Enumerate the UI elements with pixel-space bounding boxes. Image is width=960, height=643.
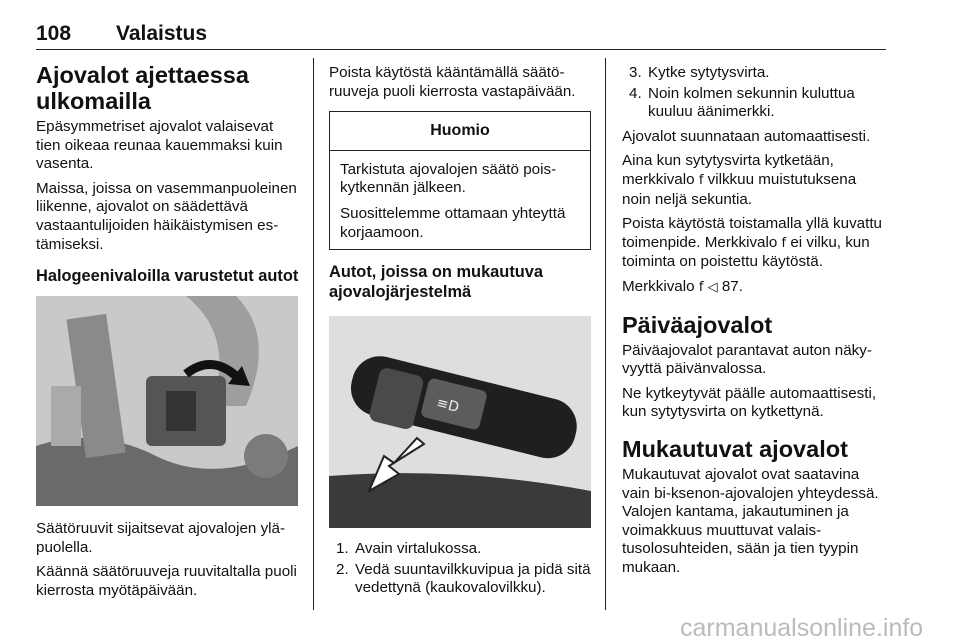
page-reference[interactable]: 87.: [717, 277, 743, 295]
column-1: [36, 62, 300, 607]
step-text: Avain virtalukossa.: [355, 540, 482, 558]
note-paragraph: Suosittelemme ottamaan yhteyttä korjaamoon.: [340, 204, 566, 241]
step-number: 3.: [629, 64, 642, 81]
step-number: 2.: [336, 560, 349, 578]
text-run: ei vilku, kun toiminta on poistettu käytöstä.: [622, 233, 870, 271]
page-reference-arrow-icon: ◁: [707, 279, 718, 295]
section-heading-afl: Mukautuvat ajovalot: [622, 435, 848, 462]
headlamp-indicator-icon: f: [698, 172, 704, 188]
list-item: [329, 561, 591, 598]
subheading-halogen: Halogeenivaloilla varustetut autot: [36, 267, 299, 286]
text-run: Merkkivalo: [622, 277, 699, 295]
page-header: [36, 0, 886, 50]
paragraph: Päiväajovalot parantavat auton näkyvyyttä päivänvalossa.: [622, 341, 872, 378]
note-box: [329, 111, 591, 250]
paragraph: Käännä säätöruuveja ruuvitaltalla puoli kierrosta myötäpäivään.: [36, 563, 297, 599]
paragraph: Maissa, joissa on vasemmanpuoleinen liikenne, ajovalot on säädettävä vastaantulijoiden häikäistymisen estämiseksi.: [36, 179, 297, 253]
column-3: [622, 64, 886, 583]
text-run: Aina kun sytytysvirta kytketään, merkkivalo: [622, 152, 834, 188]
paragraph: [622, 278, 886, 298]
watermark: carmanualsonline.info: [680, 614, 924, 642]
section-heading-abroad: Ajovalot ajettaessa ulkomailla: [36, 62, 249, 114]
chapter-title: Valaistus: [116, 22, 208, 45]
column-2: [329, 64, 591, 604]
paragraph: [622, 152, 886, 209]
section-heading-drl: Päiväajovalot: [622, 311, 773, 338]
note-title: Huomio: [330, 112, 590, 151]
step-text: Noin kolmen sekunnin kuluttua kuuluu äänimerkki.: [648, 84, 855, 121]
subheading-adaptive-system: Autot, joissa on mukautuva ajovalojärjestelmä: [329, 263, 544, 302]
note-body: [330, 151, 590, 242]
paragraph: Ajovalot suunnataan automaattisesti.: [622, 127, 871, 145]
header-rule: [36, 49, 886, 50]
turn-signal-lever-figure: [329, 316, 591, 528]
headlamp-adjust-figure: [36, 296, 298, 506]
paragraph: Ne kytkeytyvät päälle automaattisesti, kun sytytysvirta on kytkettynä.: [622, 384, 877, 421]
column-divider-1: [313, 58, 314, 610]
paragraph: Poista käytöstä kääntämällä säätöruuveja puoli kierrosta vastapäivään.: [329, 64, 576, 100]
step-number: 4.: [629, 84, 642, 102]
page-number: 108: [36, 22, 72, 45]
engine-bay-illustration: [36, 296, 298, 506]
list-item: [622, 85, 886, 122]
lever-illustration: [329, 316, 591, 528]
paragraph: Epäsymmetriset ajovalot valaisevat tien oikeaa reunaa kauemmaksi kuin vasenta.: [36, 118, 283, 173]
column-divider-2: [605, 58, 606, 610]
list-item: [329, 540, 591, 559]
step-text: Vedä suuntavilkkuvipua ja pidä sitä vedettynä (kaukovalovilkku).: [355, 560, 591, 597]
paragraph: Mukautuvat ajovalot ovat saatavina vain bi-ksenon-ajovalojen yhteydessä. Valojen kantama, jakautuminen ja voimakkuus muuttuvat valaistusolosuhteiden, sään ja tien tyypin mukaan.: [622, 465, 879, 576]
text-run: Poista käytöstä toistamalla yllä kuvattu toimenpide. Merkkivalo: [622, 215, 882, 251]
paragraph: [622, 215, 886, 272]
figure-caption: Säätöruuvit sijaitsevat ajovalojen yläpuolella.: [36, 520, 286, 556]
text-run: vilkkuu muistutuksena noin neljä sekuntia.: [622, 170, 857, 208]
step-text: Kytke sytytysvirta.: [648, 64, 770, 81]
svg-text:≡D: ≡D: [434, 395, 461, 417]
steps-list-a: [329, 540, 591, 598]
step-number: 1.: [336, 540, 349, 558]
steps-list-b: [622, 64, 886, 122]
headlamp-indicator-icon: f: [781, 235, 787, 251]
note-paragraph: Tarkistuta ajovalojen säätö poiskytkennän jälkeen.: [340, 160, 557, 197]
headlamp-indicator-icon: f: [698, 279, 704, 295]
list-item: [622, 64, 886, 83]
